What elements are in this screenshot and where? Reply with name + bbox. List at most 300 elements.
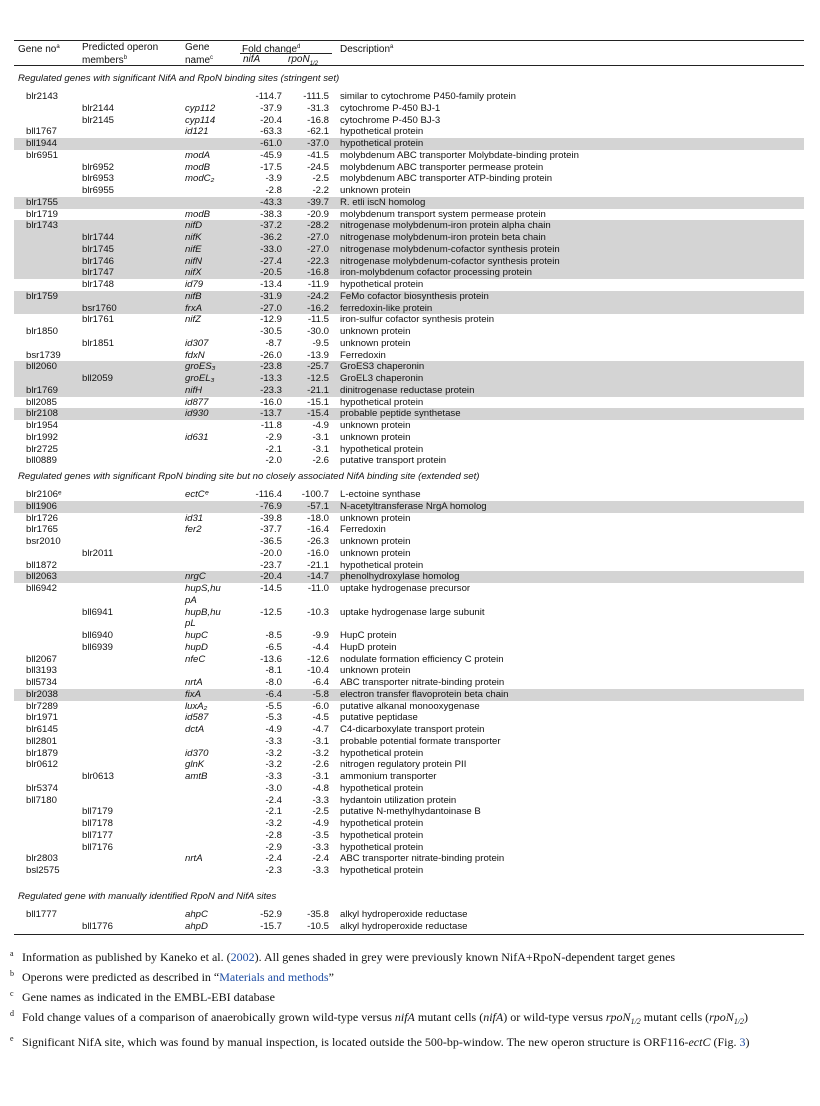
table-row bbox=[14, 513, 804, 525]
section-heading-label: Regulated genes with significant RpoN binding site but no closely associated NifA binding site (extended set) bbox=[18, 471, 480, 482]
description-cell: GroEL3 chaperonin bbox=[340, 373, 424, 384]
gene-no-cell: bll7180 bbox=[26, 794, 57, 806]
table-body bbox=[14, 69, 804, 932]
fold-rpon-cell: -25.7 bbox=[307, 361, 329, 373]
fold-rpon-cell: -27.0 bbox=[307, 243, 329, 255]
table-row bbox=[14, 724, 804, 736]
header-gene-no-label: Gene no bbox=[18, 44, 57, 56]
fold-nifa-cell: -20.4 bbox=[260, 571, 282, 583]
fold-rpon-cell: -11.5 bbox=[307, 314, 329, 326]
table-row bbox=[14, 548, 804, 560]
description-cell: unknown protein bbox=[340, 420, 411, 431]
description-cell: ABC transporter nitrate-binding protein bbox=[340, 853, 505, 865]
fold-nifa-cell: -2.9 bbox=[265, 431, 282, 443]
description-cell: nodulate formation efficiency C protein bbox=[340, 653, 504, 665]
table-row bbox=[14, 771, 804, 783]
fold-nifa-cell: -20.4 bbox=[260, 114, 282, 126]
table-row bbox=[14, 921, 804, 933]
gene-name-cell: hupD bbox=[185, 641, 208, 653]
fold-nifa-cell: -16.0 bbox=[260, 396, 282, 408]
fold-rpon-cell: -35.8 bbox=[307, 908, 329, 920]
fold-nifa-cell: -3.2 bbox=[265, 759, 282, 771]
footnote-e-text3: ) bbox=[745, 1035, 750, 1050]
fold-rpon-cell: -31.3 bbox=[307, 102, 329, 114]
description-cell: hypothetical protein bbox=[340, 818, 424, 829]
fold-rpon-cell: -111.5 bbox=[303, 91, 329, 102]
description-cell: hydantoin utilization protein bbox=[340, 794, 457, 806]
fold-nifa-cell: -3.9 bbox=[265, 173, 282, 185]
description-cell: molybdenum ABC transporter permease protein bbox=[340, 161, 544, 173]
gene-name-cell: modA bbox=[185, 149, 211, 161]
footnote-e-link[interactable]: 3 bbox=[739, 1035, 746, 1050]
operon-member-cell: blr1745 bbox=[82, 243, 115, 255]
fold-nifa-cell: -13.6 bbox=[260, 653, 282, 665]
footnote-b-text1: Operons were predicted as described in “ bbox=[22, 970, 220, 984]
description-cell: probable peptide synthetase bbox=[340, 408, 461, 420]
description-cell: nitrogenase molybdenum-cofactor synthesis protein bbox=[340, 243, 560, 255]
gene-no-cell: bsr2010 bbox=[26, 536, 61, 547]
fold-nifa-cell: -114.7 bbox=[255, 91, 282, 102]
footnote-b-link[interactable]: Materials and methods bbox=[219, 970, 329, 984]
gene-no-cell: blr7289 bbox=[26, 700, 59, 712]
fold-rpon-cell: -62.1 bbox=[307, 126, 329, 138]
footnote-e-text2: (Fig. bbox=[710, 1035, 740, 1050]
header-predicted-line1: Predicted operon bbox=[82, 42, 159, 53]
table-row bbox=[14, 444, 804, 456]
header-gene-name-line2: name bbox=[185, 55, 211, 67]
description-cell: GroES3 chaperonin bbox=[340, 361, 425, 373]
gene-name-cell: id79 bbox=[185, 279, 204, 290]
footnote-d-text3: ) or wild-type versus bbox=[503, 1010, 606, 1024]
fold-nifa-cell: -14.5 bbox=[260, 583, 282, 594]
fold-nifa-cell: -2.4 bbox=[265, 794, 282, 806]
header-predicted-line2: members bbox=[82, 55, 124, 67]
fold-rpon-cell: -100.7 bbox=[301, 489, 329, 500]
gene-name-cell: cyp112 bbox=[185, 102, 216, 114]
table-row bbox=[14, 126, 804, 138]
fold-nifa-cell: -30.5 bbox=[260, 326, 282, 337]
fold-rpon-cell: -37.0 bbox=[307, 138, 329, 149]
fold-nifa-cell: -3.3 bbox=[265, 735, 282, 747]
table-row bbox=[14, 489, 804, 501]
description-cell: ferredoxin-like protein bbox=[340, 302, 433, 314]
table-row bbox=[14, 654, 804, 666]
header-rpon-sub: 1/2 bbox=[309, 61, 319, 67]
table-row bbox=[14, 665, 804, 677]
description-cell: hypothetical protein bbox=[340, 443, 424, 455]
fold-rpon-cell: -26.3 bbox=[307, 536, 329, 547]
gene-no-cell: blr6145 bbox=[26, 724, 59, 735]
gene-name-cell: ahpD bbox=[185, 920, 208, 932]
gene-no-cell: blr2038 bbox=[26, 688, 59, 700]
fold-nifa-cell: -2.1 bbox=[265, 443, 282, 455]
gene-name-cell: fdxN bbox=[185, 349, 205, 361]
gene-name-cell: pA bbox=[185, 594, 197, 606]
description-cell: unknown protein bbox=[340, 547, 411, 559]
footnote-d-text4: mutant cells ( bbox=[640, 1010, 710, 1024]
gene-no-cell: blr1743 bbox=[26, 220, 59, 232]
header-gene-no-mark: a bbox=[56, 44, 60, 50]
footnote-b-text2: ” bbox=[328, 970, 334, 984]
fold-rpon-cell: -3.3 bbox=[312, 841, 329, 853]
gene-name-cell: groEL₃ bbox=[185, 373, 215, 384]
fold-rpon-cell: -10.5 bbox=[307, 920, 329, 932]
description-cell: alkyl hydroperoxide reductase bbox=[340, 908, 468, 920]
table-row bbox=[14, 642, 804, 654]
footnote-a-link[interactable]: 2002 bbox=[230, 950, 255, 964]
description-cell: putative peptidase bbox=[340, 712, 418, 724]
description-cell: cytochrome P-450 BJ-1 bbox=[340, 102, 441, 114]
fold-nifa-cell: -26.0 bbox=[260, 349, 282, 361]
description-cell: unknown protein bbox=[340, 431, 411, 443]
footnote-e bbox=[10, 1035, 810, 1049]
fold-nifa-cell: -12.5 bbox=[260, 606, 282, 618]
operon-member-cell: blr1744 bbox=[82, 232, 115, 243]
footnote-a-mark: a bbox=[10, 949, 14, 958]
gene-no-cell: blr2803 bbox=[26, 853, 59, 865]
fold-nifa-cell: -36.2 bbox=[260, 232, 282, 243]
fold-rpon-cell: -3.3 bbox=[312, 794, 329, 806]
description-cell: ammonium transporter bbox=[340, 771, 437, 782]
table-row bbox=[14, 909, 804, 921]
fold-nifa-cell: -61.0 bbox=[260, 138, 282, 149]
description-cell: R. etli iscN homolog bbox=[340, 196, 426, 208]
gene-no-cell: bll5734 bbox=[26, 677, 57, 688]
fold-nifa-cell: -3.2 bbox=[265, 747, 282, 759]
gene-name-cell: amtB bbox=[185, 771, 208, 782]
fold-rpon-cell: -12.6 bbox=[307, 653, 329, 665]
gene-name-cell: modB bbox=[185, 208, 211, 220]
description-cell: nitrogen regulatory protein PII bbox=[340, 759, 467, 771]
gene-name-cell: ectCᵉ bbox=[185, 489, 209, 500]
fold-rpon-cell: -3.1 bbox=[312, 771, 329, 782]
footnote-c-mark: c bbox=[10, 989, 14, 998]
fold-nifa-cell: -8.5 bbox=[265, 630, 282, 641]
footnote-e-it1: ectC bbox=[688, 1035, 711, 1050]
fold-rpon-cell: -9.9 bbox=[312, 630, 329, 641]
table-row bbox=[14, 373, 804, 385]
description-cell: putative transport protein bbox=[340, 455, 447, 467]
table-row bbox=[14, 677, 804, 689]
table-row bbox=[14, 783, 804, 795]
fold-rpon-cell: -5.8 bbox=[312, 688, 329, 700]
bottom-rule bbox=[14, 934, 804, 935]
table-row bbox=[14, 244, 804, 256]
table-row bbox=[14, 303, 804, 315]
gene-no-cell: blr1755 bbox=[26, 196, 59, 208]
description-cell: molybdenum ABC transporter ATP-binding protein bbox=[340, 173, 553, 185]
gene-no-cell: bll1777 bbox=[26, 908, 57, 920]
table-row bbox=[14, 103, 804, 115]
footnote-d-text1: Fold change values of a comparison of anaerobically grown wild-type versus bbox=[22, 1010, 395, 1024]
header-rpon bbox=[288, 54, 318, 70]
gene-no-cell: bll2085 bbox=[26, 396, 57, 408]
gene-no-cell: blr6951 bbox=[26, 149, 59, 161]
fold-nifa-cell: -45.9 bbox=[260, 149, 282, 161]
fold-nifa-cell: -27.4 bbox=[260, 255, 282, 267]
fold-rpon-cell: -41.5 bbox=[307, 149, 329, 161]
fold-nifa-cell: -5.5 bbox=[265, 700, 282, 712]
table-row bbox=[14, 712, 804, 724]
table-row bbox=[14, 806, 804, 818]
operon-member-cell: bll7179 bbox=[82, 806, 113, 818]
fold-rpon-cell: -16.8 bbox=[307, 267, 329, 279]
operon-member-cell: blr1746 bbox=[82, 255, 115, 267]
description-cell: hypothetical protein bbox=[340, 829, 424, 841]
section-heading bbox=[14, 69, 804, 91]
description-cell: unknown protein bbox=[340, 185, 411, 196]
gene-no-cell: blr1850 bbox=[26, 326, 59, 337]
table-row bbox=[14, 865, 804, 877]
description-cell: phenolhydroxylase homolog bbox=[340, 571, 460, 583]
gene-no-cell: blr2106ᵉ bbox=[26, 489, 62, 500]
gene-no-cell: bll1767 bbox=[26, 126, 57, 138]
footnote-d-it2: nifA bbox=[483, 1010, 504, 1024]
table-row bbox=[14, 853, 804, 865]
header-predicted-mark: b bbox=[123, 55, 128, 61]
gene-name-cell: glnK bbox=[185, 759, 205, 771]
footnote-d-text2: mutant cells ( bbox=[414, 1010, 484, 1024]
gene-no-cell: blr1769 bbox=[26, 384, 59, 396]
fold-rpon-cell: -21.1 bbox=[307, 384, 329, 396]
table-row bbox=[14, 185, 804, 197]
fold-nifa-cell: -2.3 bbox=[265, 865, 282, 876]
description-cell: N-acetyltransferase NrgA homolog bbox=[340, 500, 487, 512]
fold-rpon-cell: -39.7 bbox=[307, 196, 329, 208]
operon-member-cell: bll1776 bbox=[82, 920, 113, 932]
fold-rpon-cell: -16.0 bbox=[307, 547, 329, 559]
table-row bbox=[14, 432, 804, 444]
operon-member-cell: blr1747 bbox=[82, 267, 115, 279]
fold-rpon-cell: -14.7 bbox=[307, 571, 329, 583]
fold-rpon-cell: -18.0 bbox=[307, 512, 329, 524]
table-row bbox=[14, 830, 804, 842]
fold-nifa-cell: -17.5 bbox=[260, 161, 282, 173]
gene-name-cell: cyp114 bbox=[185, 114, 216, 126]
footnote-d-it1: nifA bbox=[394, 1010, 415, 1024]
gene-no-cell: blr1954 bbox=[26, 420, 59, 431]
fold-rpon-cell: -3.1 bbox=[312, 735, 329, 747]
description-cell: unknown protein bbox=[340, 337, 411, 349]
footnote-d-sub3: 1/2 bbox=[630, 1017, 641, 1027]
fold-nifa-cell: -8.7 bbox=[265, 337, 282, 349]
table-row bbox=[14, 455, 804, 467]
table-row bbox=[14, 220, 804, 232]
gene-name-cell: nifK bbox=[185, 232, 202, 243]
operon-member-cell: blr2145 bbox=[82, 114, 115, 126]
gene-name-cell: dctA bbox=[185, 724, 205, 735]
fold-nifa-cell: -37.2 bbox=[260, 220, 282, 232]
operon-member-cell: blr1748 bbox=[82, 279, 115, 290]
description-cell: putative alkanal monooxygenase bbox=[340, 700, 480, 712]
gene-name-cell: nifX bbox=[185, 267, 202, 279]
gene-name-cell: luxA₂ bbox=[185, 700, 208, 712]
fold-nifa-cell: -36.5 bbox=[260, 536, 282, 547]
fold-rpon-cell: -2.5 bbox=[312, 173, 329, 185]
table-row bbox=[14, 397, 804, 409]
gene-name-cell: id587 bbox=[185, 712, 209, 724]
fold-rpon-cell: -16.8 bbox=[307, 114, 329, 126]
table-row bbox=[14, 350, 804, 362]
table-row bbox=[14, 115, 804, 127]
table-row bbox=[14, 138, 804, 150]
table-row bbox=[14, 524, 804, 536]
gene-name-cell: fer2 bbox=[185, 524, 202, 536]
fold-rpon-cell: -13.9 bbox=[307, 349, 329, 361]
description-cell: HupD protein bbox=[340, 641, 397, 653]
description-cell: hypothetical protein bbox=[340, 559, 424, 571]
description-cell: electron transfer flavoprotein beta chain bbox=[340, 688, 509, 700]
fold-nifa-cell: -76.9 bbox=[260, 500, 282, 512]
header-gene-no bbox=[18, 42, 60, 55]
table-row bbox=[14, 736, 804, 748]
description-cell: iron-molybdenum cofactor processing protein bbox=[340, 267, 532, 279]
table-row bbox=[14, 607, 804, 619]
table-row bbox=[14, 338, 804, 350]
gene-name-cell: id930 bbox=[185, 408, 209, 420]
description-cell: L-ectoine synthase bbox=[340, 489, 421, 500]
fold-rpon-cell: -4.9 bbox=[312, 420, 329, 431]
gene-name-cell: nrtA bbox=[185, 853, 203, 865]
gene-no-cell: blr1992 bbox=[26, 431, 59, 443]
table-row bbox=[14, 701, 804, 713]
fold-rpon-cell: -2.6 bbox=[312, 455, 329, 467]
table-row bbox=[14, 618, 804, 630]
header-rpon-label: rpoN bbox=[288, 54, 310, 65]
description-cell: probable potential formate transporter bbox=[340, 735, 501, 747]
gene-name-cell: id631 bbox=[185, 431, 209, 443]
gene-name-cell: id31 bbox=[185, 512, 204, 524]
operon-member-cell: bll6939 bbox=[82, 641, 113, 653]
gene-name-cell: groES₃ bbox=[185, 361, 216, 373]
gene-name-cell: nifE bbox=[185, 243, 202, 255]
gene-name-cell: nifZ bbox=[185, 314, 201, 326]
footnotes bbox=[10, 950, 810, 1055]
table-row bbox=[14, 795, 804, 807]
table-row bbox=[14, 256, 804, 268]
gene-no-cell: bll1872 bbox=[26, 559, 57, 571]
footnote-a bbox=[10, 950, 810, 964]
header-nifa: nifA bbox=[243, 54, 261, 65]
table-row bbox=[14, 197, 804, 209]
fold-rpon-cell: -6.4 bbox=[312, 677, 329, 688]
table-row bbox=[14, 385, 804, 397]
operon-member-cell: bll7177 bbox=[82, 829, 113, 841]
gene-no-cell: bll1944 bbox=[26, 138, 57, 149]
table-row bbox=[14, 267, 804, 279]
fold-nifa-cell: -37.9 bbox=[260, 102, 282, 114]
gene-name-cell: ahpC bbox=[185, 908, 208, 920]
footnote-e-text1: Significant NifA site, which was found by manual inspection, is located outside the 500-bp-window. The new operon structure is ORF116- bbox=[22, 1035, 689, 1050]
fold-rpon-cell: -12.5 bbox=[307, 373, 329, 384]
footnote-c-text1: Gene names as indicated in the EMBL-EBI database bbox=[22, 990, 275, 1004]
fold-rpon-cell: -4.4 bbox=[312, 641, 329, 653]
table-row bbox=[14, 91, 804, 103]
gene-name-cell: modB bbox=[185, 161, 211, 173]
table-row bbox=[14, 408, 804, 420]
footnote-d-it3: rpoN bbox=[605, 1010, 631, 1024]
operon-member-cell: bll2059 bbox=[82, 373, 113, 384]
operon-member-cell: bsr1760 bbox=[82, 302, 117, 314]
gene-no-cell: blr2725 bbox=[26, 443, 59, 455]
fold-rpon-cell: -16.4 bbox=[307, 524, 329, 536]
fold-rpon-cell: -3.5 bbox=[312, 829, 329, 841]
operon-member-cell: bll7176 bbox=[82, 841, 113, 853]
fold-rpon-cell: -4.8 bbox=[312, 782, 329, 794]
footnote-c bbox=[10, 990, 810, 1004]
description-cell: putative N-methylhydantoinase B bbox=[340, 806, 481, 818]
table-row bbox=[14, 279, 804, 291]
description-cell: hypothetical protein bbox=[340, 396, 424, 408]
description-cell: C4-dicarboxylate transport protein bbox=[340, 724, 485, 735]
operon-member-cell: bll6940 bbox=[82, 630, 113, 641]
fold-rpon-cell: -28.2 bbox=[307, 220, 329, 232]
fold-nifa-cell: -63.3 bbox=[260, 126, 282, 138]
gene-name-cell: nfeC bbox=[185, 653, 206, 665]
operon-member-cell: blr6952 bbox=[82, 161, 115, 173]
fold-nifa-cell: -23.8 bbox=[260, 361, 282, 373]
gene-no-cell: blr1726 bbox=[26, 512, 59, 524]
fold-nifa-cell: -116.4 bbox=[255, 489, 282, 500]
fold-rpon-cell: -11.9 bbox=[307, 279, 329, 290]
fold-nifa-cell: -43.3 bbox=[260, 196, 282, 208]
gene-no-cell: bll2801 bbox=[26, 735, 57, 747]
table-row bbox=[14, 361, 804, 373]
fold-rpon-cell: -16.2 bbox=[307, 302, 329, 314]
fold-nifa-cell: -2.4 bbox=[265, 853, 282, 865]
table-row bbox=[14, 842, 804, 854]
table-row bbox=[14, 571, 804, 583]
table-row bbox=[14, 162, 804, 174]
fold-nifa-cell: -6.5 bbox=[265, 641, 282, 653]
fold-nifa-cell: -2.8 bbox=[265, 829, 282, 841]
description-cell: molybdenum transport system permease protein bbox=[340, 208, 546, 220]
fold-rpon-cell: -10.4 bbox=[307, 665, 329, 677]
fold-rpon-cell: -22.3 bbox=[307, 255, 329, 267]
gene-name-cell: nifH bbox=[185, 384, 203, 396]
description-cell: HupC protein bbox=[340, 630, 397, 641]
fold-rpon-cell: -10.3 bbox=[307, 606, 329, 618]
gene-name-cell: id877 bbox=[185, 396, 209, 408]
table-row bbox=[14, 818, 804, 830]
table-row bbox=[14, 583, 804, 595]
fold-rpon-cell: -3.3 bbox=[312, 865, 329, 876]
description-cell: hypothetical protein bbox=[340, 138, 424, 149]
fold-rpon-cell: -11.0 bbox=[307, 583, 329, 594]
gene-no-cell: blr1879 bbox=[26, 747, 59, 759]
operon-member-cell: blr2144 bbox=[82, 102, 115, 114]
fold-rpon-cell: -4.5 bbox=[312, 712, 329, 724]
table-row bbox=[14, 232, 804, 244]
fold-nifa-cell: -8.1 bbox=[265, 665, 282, 677]
fold-rpon-cell: -2.6 bbox=[312, 759, 329, 771]
description-cell: unknown protein bbox=[340, 512, 411, 524]
gene-name-cell: nifN bbox=[185, 255, 203, 267]
fold-nifa-cell: -2.1 bbox=[265, 806, 282, 818]
table-row bbox=[14, 595, 804, 607]
fold-nifa-cell: -3.0 bbox=[265, 782, 282, 794]
description-cell: cytochrome P-450 BJ-3 bbox=[340, 114, 441, 126]
description-cell: iron-sulfur cofactor synthesis protein bbox=[340, 314, 495, 326]
fold-rpon-cell: -24.5 bbox=[307, 161, 329, 173]
gene-name-cell: hupB,hu bbox=[185, 606, 221, 618]
gene-name-cell: pL bbox=[185, 618, 196, 630]
description-cell: Ferredoxin bbox=[340, 349, 386, 361]
fold-nifa-cell: -13.7 bbox=[260, 408, 282, 420]
section-heading-label: Regulated genes with significant NifA and RpoN binding sites (stringent set) bbox=[18, 73, 340, 84]
description-cell: Ferredoxin bbox=[340, 524, 386, 536]
header-gene-name-line1: Gene bbox=[185, 42, 210, 53]
